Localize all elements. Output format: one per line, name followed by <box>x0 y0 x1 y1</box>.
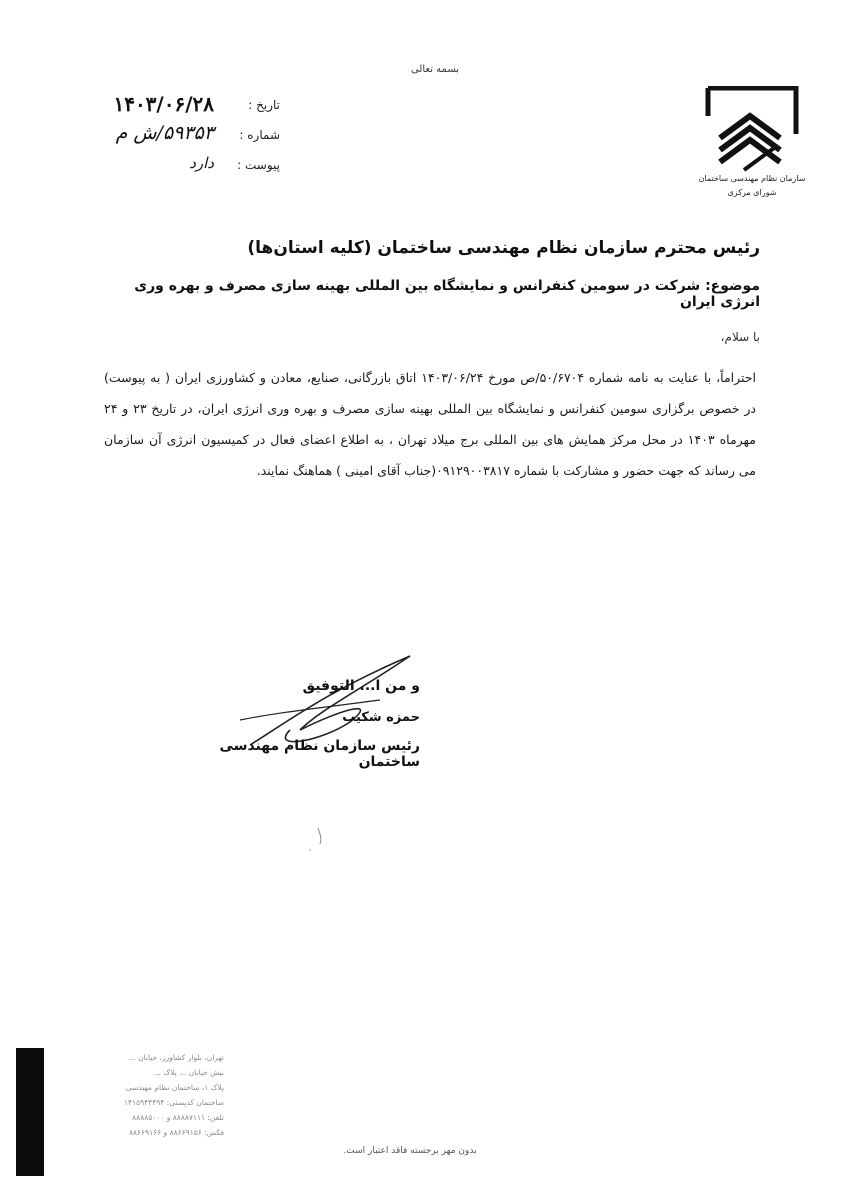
greeting: با سلام، <box>720 330 760 344</box>
footer-line: نبش خیابان ... پلاک ... <box>153 1068 224 1077</box>
date-row <box>40 92 280 120</box>
footer-line: تلفن: ۸۸۸۸۷۱۱۱ و ۸۸۸۸۵۰۰۰ <box>132 1113 224 1122</box>
footer-bar <box>16 1048 44 1176</box>
footer-line: ساختمان کدپستی: ۱۴۱۵۹۴۴۴۹۴ <box>124 1098 224 1107</box>
attachment-value: دارد <box>189 154 214 172</box>
number-row <box>40 122 280 150</box>
subject-line: موضوع: شرکت در سومین کنفرانس و نمایشگاه بین المللی بهینه سازی مصرف و بهره وری انرژی ایران <box>134 278 760 310</box>
date-value: ۱۴۰۳/۰۶/۲۸ <box>113 92 214 116</box>
date-label: تاریخ : <box>248 98 280 112</box>
letter-body: احتراماً، با عنایت به نامه شماره ۵۰/۶۷۰۴/ص مورخ ۱۴۰۳/۰۶/۲۴ اتاق بازرگانی، صنایع، معادن و کشاورزی ایران ( به پیوست) در خصوص برگزاری سومین کنفرانس و نمایشگاه بین المللی بهینه سازی مصرف و بهره وری انرژی ایران، در تاریخ ۲۳ و ۲۴ مهرماه ۱۴۰۳ در محل مرکز همایش های بین المللی برج میلاد تهران ، به اطلاع اعضای فعال در کمیسیون انرژی آن سازمان می رساند که جهت حضور و مشارکت با شماره ۰۹۱۲۹۰۰۳۸۱۷(جناب آقای امینی ) هماهنگ نمایند. <box>104 370 756 478</box>
signatory-name: حمزه شکیب <box>342 710 420 725</box>
letter-meta <box>40 92 280 182</box>
pen-mark-icon <box>300 820 340 860</box>
organization-name: سازمان نظام مهندسی ساختمان <box>698 174 806 183</box>
invocation-text: بسمه تعالی <box>410 64 460 75</box>
organization-logo <box>696 86 808 206</box>
number-value: ۵۹۳۵۳/ش م <box>115 122 214 144</box>
signature-block <box>170 650 430 770</box>
footer-note: بدون مهر برجسته فاقد اعتبار است. <box>343 1146 477 1156</box>
footer-line: فکس: ۸۸۶۶۹۱۵۶ و ۸۸۶۶۹۱۶۶ <box>128 1128 224 1137</box>
attachment-label: پیوست : <box>237 158 280 172</box>
logo-mark-icon <box>704 86 800 172</box>
signature-closing: و من ا... التوفیق <box>302 678 420 694</box>
footer-line: تهران، بلوار کشاورز، خیابان ... <box>128 1053 224 1062</box>
organization-sub: شورای مرکزی <box>727 188 777 197</box>
signatory-title: رئیس سازمان نظام مهندسی ساختمان <box>219 738 420 770</box>
attachment-row <box>40 152 280 180</box>
addressee: رئیس محترم سازمان نظام مهندسی ساختمان (کلیه استان‌ها) <box>247 238 760 258</box>
footer-address <box>64 1050 224 1140</box>
footer-line: پلاک ۱، ساختمان نظام مهندسی <box>125 1083 224 1092</box>
number-label: شماره : <box>239 128 280 142</box>
